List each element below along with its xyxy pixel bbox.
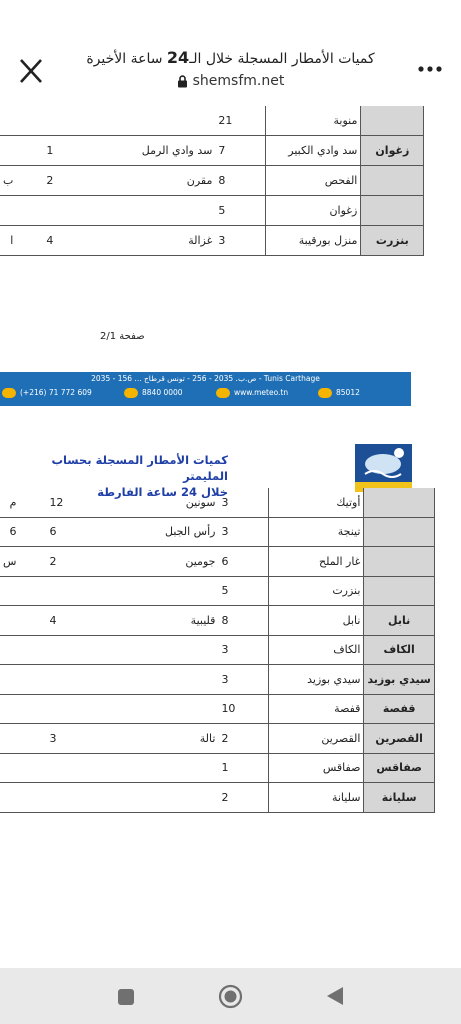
quantity-cell-1: 5 <box>215 196 266 226</box>
station-cell-2: مقرن <box>109 166 215 196</box>
station-cell-1: نابل <box>269 606 364 636</box>
station-cell-2 <box>109 106 215 136</box>
quantity-cell-2: 12 <box>19 488 112 517</box>
cut-off-cell: م <box>0 488 19 517</box>
rainfall-table-page2 <box>0 488 435 813</box>
quantity-cell-2 <box>19 635 112 665</box>
home-icon[interactable] <box>218 984 243 1009</box>
governorate-cell: القصرين <box>364 724 434 754</box>
browser-toolbar <box>0 0 461 100</box>
quantity-cell-1: 21 <box>215 106 266 136</box>
station-cell-1: الفحص <box>266 166 361 196</box>
station-cell-1: زغوان <box>266 196 361 226</box>
phone-icon <box>2 388 16 398</box>
station-cell-1: قفصة <box>269 694 364 724</box>
globe-icon <box>216 388 230 398</box>
table-row <box>0 724 434 754</box>
recent-apps-icon[interactable] <box>117 988 135 1006</box>
governorate-cell: زغوان <box>361 136 424 166</box>
station-cell-2 <box>109 196 215 226</box>
governorate-cell <box>361 166 424 196</box>
cut-off-cell <box>0 106 16 136</box>
cut-off-cell <box>0 724 19 754</box>
station-cell-1: منزل بورقيبة <box>266 226 361 256</box>
cut-off-cell: 6 <box>0 517 19 547</box>
cut-off-cell <box>0 576 19 606</box>
station-cell-2: سد وادي الرمل <box>109 136 215 166</box>
system-navigation-bar <box>0 968 461 1024</box>
quantity-cell-1: 5 <box>218 576 269 606</box>
cut-off-cell <box>0 783 19 813</box>
cut-off-cell <box>0 606 19 636</box>
table-row <box>0 606 434 636</box>
cut-off-cell <box>0 635 19 665</box>
quantity-cell-2 <box>19 694 112 724</box>
quantity-cell-2 <box>16 106 109 136</box>
quantity-cell-2: 2 <box>19 547 112 577</box>
governorate-cell <box>361 106 424 136</box>
report-heading-line2: خلال 24 ساعة الفارطة <box>97 485 228 499</box>
quantity-cell-2: 1 <box>16 136 109 166</box>
table-row <box>0 136 424 166</box>
contact-banner <box>0 372 411 406</box>
table-row <box>0 753 434 783</box>
page-title: كميات الأمطار المسجلة خلال الـ24 ساعة الأخيرة <box>86 48 375 67</box>
cut-off-cell: ب <box>0 166 16 196</box>
station-cell-1: بنزرت <box>269 576 364 606</box>
governorate-cell: سيدي بوزيد <box>364 665 434 695</box>
table-row <box>0 488 434 517</box>
quantity-cell-1: 3 <box>218 517 269 547</box>
quantity-cell-1: 3 <box>218 665 269 695</box>
station-cell-2 <box>112 753 218 783</box>
station-cell-2: غزالة <box>109 226 215 256</box>
station-cell-2: قليبية <box>112 606 218 636</box>
station-cell-1: سليانة <box>269 783 364 813</box>
quantity-cell-2 <box>19 753 112 783</box>
table-row <box>0 517 434 547</box>
close-icon[interactable] <box>14 56 48 86</box>
station-cell-1: الكاف <box>269 635 364 665</box>
governorate-cell: الكاف <box>364 635 434 665</box>
governorate-cell: صفاقس <box>364 753 434 783</box>
quantity-cell-2 <box>16 196 109 226</box>
table-row <box>0 196 424 226</box>
quantity-cell-1: 3 <box>218 635 269 665</box>
table-row <box>0 665 434 695</box>
pdf-document-view[interactable] <box>0 100 461 968</box>
url-row <box>70 73 391 89</box>
table-row <box>0 694 434 724</box>
quantity-cell-2: 3 <box>19 724 112 754</box>
station-cell-2 <box>112 576 218 606</box>
quantity-cell-1: 10 <box>218 694 269 724</box>
governorate-cell: بنزرت <box>361 226 424 256</box>
governorate-cell: قفصة <box>364 694 434 724</box>
table-row <box>0 226 424 256</box>
station-cell-2 <box>112 783 218 813</box>
cut-off-cell: ا <box>0 226 16 256</box>
station-cell-1: سيدي بوزيد <box>269 665 364 695</box>
banner-address: ص.ب. 2035 - 256 - تونس قرطاج ... 156 - 2035 - Tunis Carthage <box>91 374 320 383</box>
quantity-cell-1: 8 <box>215 166 266 196</box>
station-cell-2 <box>112 665 218 695</box>
quantity-cell-1: 7 <box>215 136 266 166</box>
quantity-cell-2: 6 <box>19 517 112 547</box>
station-cell-2: سونين <box>112 488 218 517</box>
governorate-cell <box>364 488 434 517</box>
station-cell-1: تينجة <box>269 517 364 547</box>
page-title-block <box>70 48 391 89</box>
meteo-logo <box>355 444 412 492</box>
governorate-cell: سليانة <box>364 783 434 813</box>
banner-contacts: (+216) 71 772 609 8840 0000 www.meteo.tn 85012 <box>0 388 411 402</box>
quantity-cell-1: 8 <box>218 606 269 636</box>
governorate-cell: نابل <box>364 606 434 636</box>
station-cell-1: أوتيك <box>269 488 364 517</box>
more-vert-icon[interactable] <box>417 64 443 74</box>
cut-off-cell <box>0 136 16 166</box>
station-cell-2: تالة <box>112 724 218 754</box>
station-cell-2 <box>112 694 218 724</box>
station-cell-1: القصرين <box>269 724 364 754</box>
quantity-cell-1: 1 <box>218 753 269 783</box>
station-cell-1: صفاقس <box>269 753 364 783</box>
quantity-cell-1: 3 <box>215 226 266 256</box>
cut-off-cell <box>0 753 19 783</box>
phone-icon <box>124 388 138 398</box>
station-cell-1: منوبة <box>266 106 361 136</box>
governorate-cell <box>364 547 434 577</box>
station-cell-1: سد وادي الكبير <box>266 136 361 166</box>
report-heading-line1: كميات الأمطار المسجلة بحساب المليمتر <box>51 453 228 483</box>
rainfall-table-page1 <box>0 106 424 256</box>
phone-icon <box>318 388 332 398</box>
url-text: shemsfm.net <box>192 73 285 89</box>
cut-off-cell: س <box>0 547 19 577</box>
quantity-cell-2 <box>19 665 112 695</box>
table-row <box>0 576 434 606</box>
station-cell-2: رأس الجبل <box>112 517 218 547</box>
cut-off-cell <box>0 196 16 226</box>
governorate-cell <box>364 576 434 606</box>
quantity-cell-1: 6 <box>218 547 269 577</box>
quantity-cell-1: 2 <box>218 783 269 813</box>
table-row <box>0 106 424 136</box>
quantity-cell-1: 2 <box>218 724 269 754</box>
table-row <box>0 166 424 196</box>
lock-icon <box>177 75 188 88</box>
quantity-cell-2: 2 <box>16 166 109 196</box>
page-number: صفحة 2/1 <box>100 331 145 342</box>
back-icon[interactable] <box>326 986 344 1006</box>
station-cell-2: جومين <box>112 547 218 577</box>
quantity-cell-1: 3 <box>218 488 269 517</box>
station-cell-1: غار الملح <box>269 547 364 577</box>
table-row <box>0 547 434 577</box>
governorate-cell <box>364 517 434 547</box>
quantity-cell-2: 4 <box>19 606 112 636</box>
quantity-cell-2 <box>19 783 112 813</box>
quantity-cell-2 <box>19 576 112 606</box>
cut-off-cell <box>0 665 19 695</box>
cut-off-cell <box>0 694 19 724</box>
station-cell-2 <box>112 635 218 665</box>
quantity-cell-2: 4 <box>16 226 109 256</box>
governorate-cell <box>361 196 424 226</box>
table-row <box>0 635 434 665</box>
table-row <box>0 783 434 813</box>
